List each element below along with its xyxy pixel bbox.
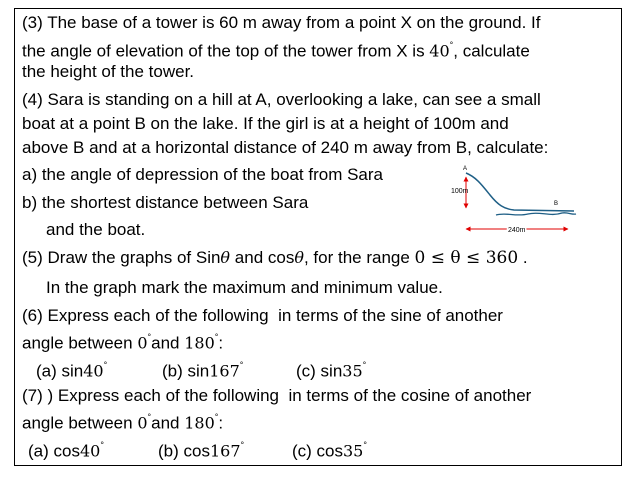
option-label: (b) sin <box>162 361 210 381</box>
height-label: 100m <box>451 188 469 195</box>
q6-line-1: (6) Express each of the following in terms of the sine of another <box>22 306 503 325</box>
q7-option-b <box>158 437 244 462</box>
q5-range: 0 ≤ θ ≤ 360 <box>414 248 519 268</box>
q7-line-1: (7) ) Express each of the following in terms of the cosine of another <box>22 386 532 405</box>
q6-option-b <box>162 357 243 382</box>
q7-option-c <box>292 437 367 462</box>
q6-one-eighty: 180 <box>184 333 215 353</box>
point-b-label: B <box>554 201 559 207</box>
q5-line-1 <box>22 247 528 269</box>
q6-and: and <box>151 333 185 353</box>
q4-line-2: boat at a point B on the lake. If the girl is at a height of 100m and <box>22 114 509 133</box>
q7-colon: : <box>218 413 224 433</box>
q4-part-b-line-2: and the boat. <box>46 220 146 239</box>
lake-surface <box>496 213 576 215</box>
q4-line-1: (4) Sara is standing on a hill at A, overlooking a lake, can see a small <box>22 90 541 109</box>
q7-one-eighty: 180 <box>184 413 215 433</box>
q5-text-2: and cos <box>230 248 295 267</box>
option-value: 35 <box>343 441 364 461</box>
q7-line-2 <box>22 409 223 434</box>
degree-sign: ° <box>362 360 367 370</box>
degree-sign: ° <box>240 440 245 450</box>
degree-sign: ° <box>100 440 104 450</box>
option-label: (a) cos <box>28 441 80 461</box>
degree-sign: ° <box>214 412 219 422</box>
q3-line-1: (3) The base of a tower is 60 m away from a point X on the ground. If <box>22 13 541 32</box>
q6-zero: 0 <box>137 333 148 353</box>
option-label: (a) sin <box>36 361 84 381</box>
q3-line-2 <box>22 37 530 62</box>
hill-lake-diagram <box>436 163 586 243</box>
q5-text-3: , for the range <box>303 248 415 267</box>
option-label: (b) cos <box>158 441 210 461</box>
q4-part-b-line-1: b) the shortest distance between Sara <box>22 193 309 212</box>
option-value: 167 <box>209 441 241 461</box>
q5-theta-1: θ <box>220 248 231 267</box>
q3-angle: 40 <box>429 41 450 61</box>
q7-and: and <box>151 413 185 433</box>
degree-sign: ° <box>449 40 454 50</box>
q5-line-2: In the graph mark the maximum and minimum value. <box>46 278 443 297</box>
degree-sign: ° <box>147 332 152 342</box>
degree-sign: ° <box>147 412 152 422</box>
degree-sign: ° <box>103 360 108 370</box>
q3-line-2-text: the angle of elevation of the top of the tower from X is <box>22 41 430 61</box>
option-value: 167 <box>209 361 240 381</box>
q6-line-2-text: angle between <box>22 333 138 353</box>
option-value: 40 <box>83 361 104 381</box>
degree-sign: ° <box>239 360 244 370</box>
q5-text-4: . <box>518 248 528 267</box>
q5-theta-2: θ <box>294 248 304 267</box>
q6-line-2 <box>22 329 223 354</box>
q4-part-a: a) the angle of depression of the boat from Sara <box>22 165 384 184</box>
q7-option-a <box>28 437 104 462</box>
q4-line-3: above B and at a horizontal distance of 240 m away from B, calculate: <box>22 138 549 157</box>
degree-sign: ° <box>214 332 219 342</box>
q6-option-a <box>36 357 107 382</box>
distance-label: 240m <box>508 227 526 234</box>
q6-option-c <box>296 357 366 382</box>
q3-line-3: the height of the tower. <box>22 62 195 81</box>
option-value: 35 <box>342 361 363 381</box>
q6-colon: : <box>218 333 224 353</box>
option-label: (c) sin <box>296 361 343 381</box>
option-value: 40 <box>79 441 101 461</box>
q7-line-2-text: angle between <box>22 413 138 433</box>
q3-line-2-end: , calculate <box>453 41 530 61</box>
degree-sign: ° <box>363 440 367 450</box>
option-label: (c) cos <box>292 441 343 461</box>
q7-zero: 0 <box>137 413 148 433</box>
q5-text-1: (5) Draw the graphs of Sin <box>22 248 221 267</box>
point-a-label: A <box>463 166 468 172</box>
